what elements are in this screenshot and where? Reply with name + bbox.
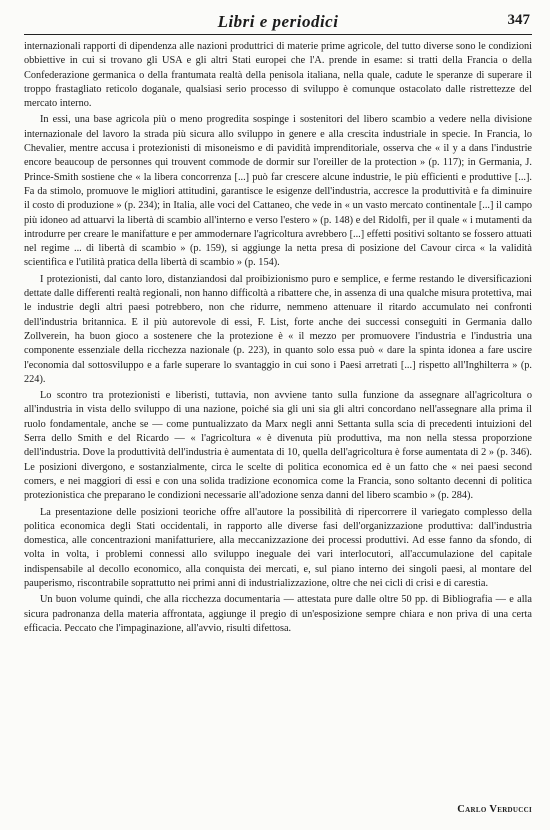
article-body: [24, 40, 532, 636]
running-head: [24, 10, 532, 32]
page-number: 347: [507, 12, 530, 28]
paragraph-1: internazionali rapporti di dipendenza alle nazioni produttrici di materie prime agricole, del tutto diverse sono le condizioni obbiettive in cui si trovano gli USA e gli altri Stati europei che l'A. prende in esame: si tratti della Francia o della Confederazione germanica o della frantumata realtà della penisola italiana, nella quale, cadute le speranze di superare il troppo frastagliato reticolo doganale, qualsiasi serio processo di sviluppo è comunque ostacolato dalle ristrettezze del mercato interno.: [24, 41, 532, 110]
running-title: Libri e periodici: [217, 12, 339, 31]
paragraph-3: I protezionisti, dal canto loro, distanziandosi dal proibizionismo puro e semplice, e ferme restando le diversificazioni dettate dalle differenti realtà regionali, non hanno difficoltà a ribattere che, in assenza di una qualche misura protettiva, mai le industrie degli altri paesi potrebbero, non che ridurre, nemmeno attenuare il ritardo accumulato nei confronti dell'industria britannica. E il più autorevole di essi, F. List, forte anche dei successi conseguiti in Germania dallo Zollverein, ha buon gioco a sostenere che la protezione è « il mezzo per promuovere l'industria e l'industria una componente essenziale della ricchezza nazionale (p. 223), in quanto solo essa può « dare la spinta idonea a fare uscire l'economia dal sottosviluppo e a farle superare lo svantaggio in cui sono i Paesi arretrati [...] rispetto all'Inghilterra » (p. 224).: [24, 273, 532, 385]
header-rule: [24, 34, 532, 35]
paragraph-4: Lo scontro tra protezionisti e liberisti, tuttavia, non avviene tanto sulla funzione da assegnare all'agricoltura o all'industria in vista dello sviluppo di una nazione, poiché sia gli uni sia gli altri concordano nell'assegnare alla prima il ruolo fondamentale, anche se — come puntualizzato da Marx negli anni Settanta sulla scia di precedenti intuizioni del Serra dello Smith e del Ricardo — « l'agricoltura « è divenuta più produttiva, ma non nella stessa proporzione dell'industria. Dove la produttività dell'industria è aumentata di 10, quella dell'agricoltura è forse aumentata di 2 » (p. 346). Le posizioni divergono, e sostanzialmente, circa le scelte di politica economica ed è un fatto che « nei paesi second comers, e nei maggiori di essi e con una solida tradizione economica come la Francia, sono soltanto decenni di politica protezionistica che preparano le condizioni necessarie all'adozione senza danni del libero scambio » (p. 284).: [24, 390, 532, 502]
author-signature: Carlo Verducci: [457, 804, 532, 815]
paragraph-5: La presentazione delle posizioni teoriche offre all'autore la possibilità di ripercorrere il variegato complesso della politica economica degli Stati occidentali, in rapporto alle diverse fasi dell'organizzazione produttiva: dall'industria domestica, alle concentrazioni manifatturiere, alla meccanizzazione dei processi produttivi. Ad esse fanno da sfondo, di volta in volta, i problemi connessi allo sviluppo ineguale dei vari interlocutori, all'accumulazione del capitale indispensabile al decollo economico, alla conquista dei mercati, e, sul piano interno dei singoli paesi, al montare del pauperismo, riscontrabile soprattutto nei primi anni di industrializzazione, oltre che nei cicli di crisi e di carestia.: [24, 506, 532, 589]
paragraph-2: In essi, una base agricola più o meno progredita sospinge i sostenitori del libero scambio a vedere nella divisione internazionale del lavoro la strada più sicura allo sviluppo in genere e alla crescita industriale in specie. In Francia, lo Chevalier, mentre accusa i protezionisti di misoneismo e di pavidità imprenditoriale, osserva che « il y a dans l'industrie encore beaucoup de personnes qui trouvent commode de dormir sur l'oreiller de la protection » (p. 117); in Germania, J. Prince-Smith sostiene che « la libera concorrenza [...] può far crescere alcune industrie, le più efficienti e produttive [...]. Fa da stimolo, promuove le migliori attitudini, garantisce le esigenze dell'industria, accresce la produttività e fa diminuire il costo di produzione » (p. 234); in Italia, alle voci del Cattaneo, che vede in « un vasto mercato continentale [...] il campo più idoneo ad attuarvi la libertà di scambio all'interno e verso l'estero » (p. 148) e del Ridolfi, per il quale « i mutamenti da introdurre per creare le manifatture e per ammodernare l'agricoltura avrebbero [...] effetti positivi soltanto se fossero attuati nel regime ... di libertà di scambio » (p. 159), si aggiunge la netta presa di posizione del Cavour circa « la validità scientifica e l'utilità pratica della libertà di scambio » (p. 154).: [24, 114, 532, 269]
paragraph-6: Un buon volume quindi, che alla ricchezza documentaria — attestata pure dalle oltre 50 pp. di Bibliografia — e alla sicura padronanza della materia affrontata, aggiunge il pregio di un'esposizione sempre chiara e non priva di una certa efficacia. Peccato che l'impaginazione, all'avvio, risulti difettosa.: [24, 594, 532, 634]
